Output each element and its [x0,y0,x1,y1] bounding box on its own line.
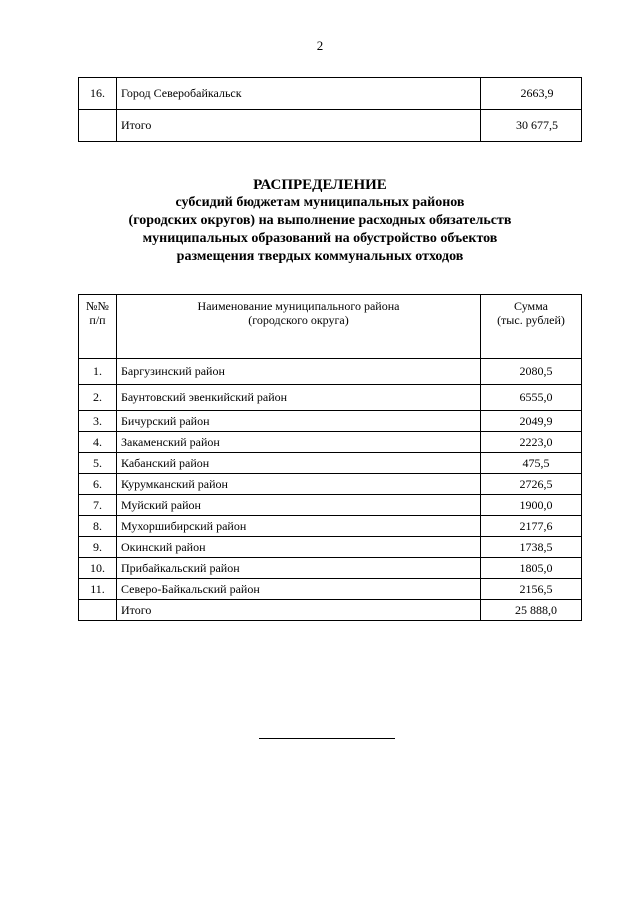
header-sum [481,295,582,359]
header-sum-line: (тыс. рублей) [497,313,565,327]
row-name: Окинский район [117,537,481,558]
row-sum: 30 677,5 [481,110,582,142]
row-sum: 1805,0 [481,558,582,579]
table-header-row [79,295,582,359]
row-name: Северо-Байкальский район [117,579,481,600]
heading-title: РАСПРЕДЕЛЕНИЕ [253,177,387,193]
row-sum: 2049,9 [481,411,582,432]
row-sum: 2080,5 [481,359,582,385]
table-row [79,516,582,537]
row-name: Муйский район [117,495,481,516]
header-name-line: Наименование муниципального района [197,299,400,313]
row-sum: 1738,5 [481,537,582,558]
table-row [79,78,582,110]
table-row [79,558,582,579]
table-row [79,579,582,600]
row-number [79,600,117,621]
row-number: 5. [79,453,117,474]
header-number-line: №№ [86,299,109,313]
row-sum: 6555,0 [481,385,582,411]
row-name: Город Северобайкальск [117,78,481,110]
total-row [79,600,582,621]
header-number-line: п/п [89,313,106,327]
row-sum: 2177,6 [481,516,582,537]
row-name: Баунтовский эвенкийский район [117,385,481,411]
row-number: 1. [79,359,117,385]
row-number: 4. [79,432,117,453]
row-number [79,110,117,142]
row-sum: 25 888,0 [481,600,582,621]
row-name: Мухоршибирский район [117,516,481,537]
table-row [79,385,582,411]
header-name [117,295,481,359]
row-number: 3. [79,411,117,432]
table-row [79,432,582,453]
distribution-table [78,294,582,621]
row-name: Баргузинский район [117,359,481,385]
row-number: 2. [79,385,117,411]
row-name: Бичурский район [117,411,481,432]
heading-line: муниципальных образований на обустройство объектов [142,231,498,246]
header-name-line: (городского округа) [248,313,349,327]
row-sum: 2156,5 [481,579,582,600]
table-row [79,474,582,495]
header-sum-line: Сумма [514,299,548,313]
total-row [79,110,582,142]
row-sum: 475,5 [481,453,582,474]
row-name: Закаменский район [117,432,481,453]
document-heading [0,176,640,266]
table-row [79,411,582,432]
row-name: Прибайкальский район [117,558,481,579]
row-sum: 2223,0 [481,432,582,453]
row-sum: 1900,0 [481,495,582,516]
row-sum: 2663,9 [481,78,582,110]
row-number: 16. [79,78,117,110]
row-number: 8. [79,516,117,537]
row-name: Кабанский район [117,453,481,474]
table-row [79,453,582,474]
heading-line: субсидий бюджетам муниципальных районов [175,195,465,210]
row-sum: 2726,5 [481,474,582,495]
table-row [79,537,582,558]
table-row [79,495,582,516]
heading-line: размещения твердых коммунальных отходов [176,249,464,264]
row-number: 11. [79,579,117,600]
continuation-table [78,77,582,142]
row-number: 10. [79,558,117,579]
row-name: Итого [117,600,481,621]
row-number: 6. [79,474,117,495]
row-number: 9. [79,537,117,558]
row-number: 7. [79,495,117,516]
page-number: 2 [316,38,324,53]
table-row [79,359,582,385]
row-name: Итого [117,110,481,142]
row-name: Курумканский район [117,474,481,495]
heading-line: (городских округов) на выполнение расходных обязательств [128,213,512,228]
header-number [79,295,117,359]
closing-divider-line [259,738,395,739]
